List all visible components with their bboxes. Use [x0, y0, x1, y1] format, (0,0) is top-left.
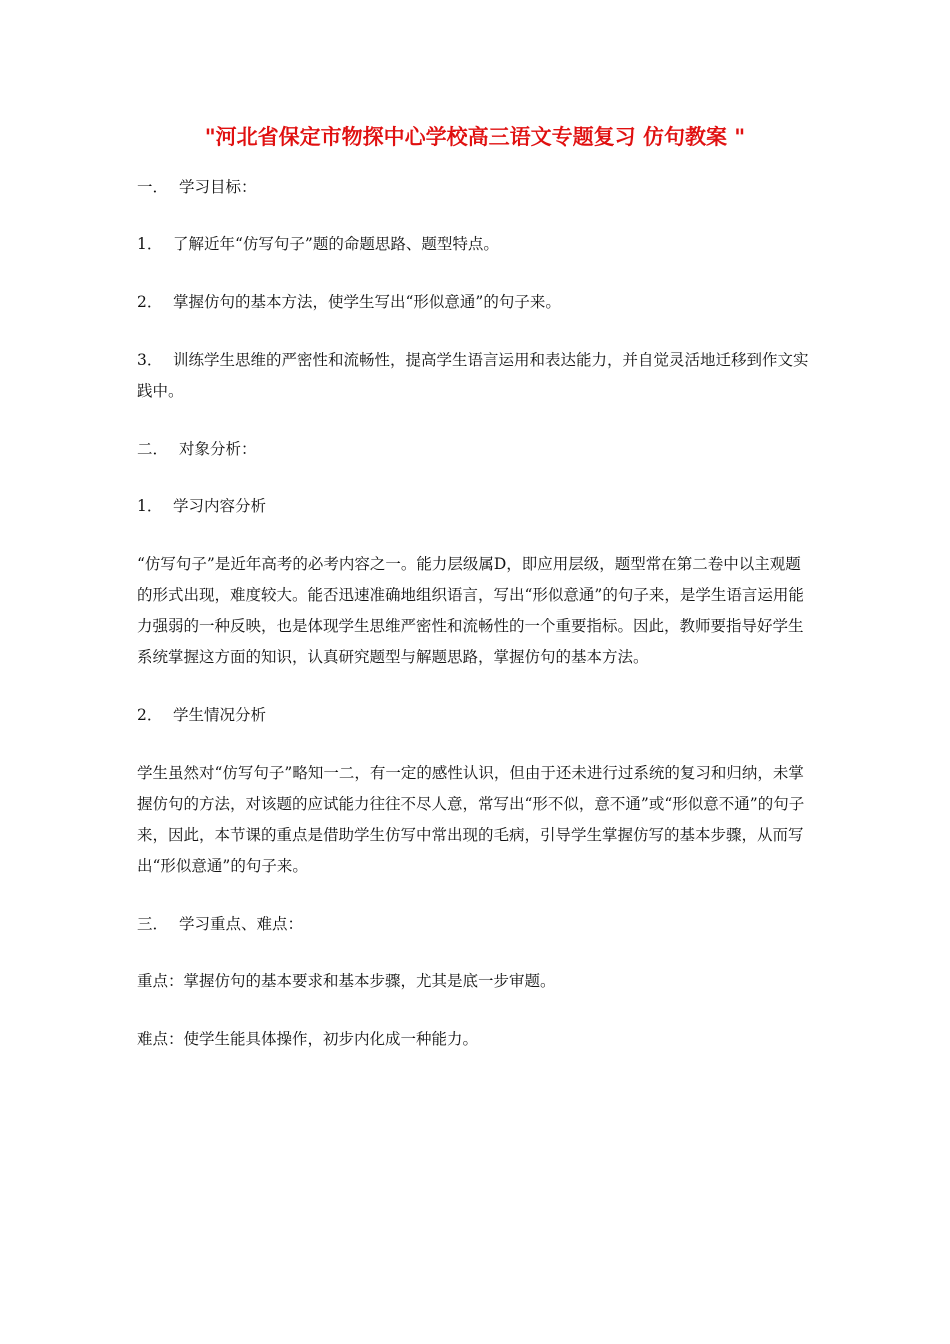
subsection-label: 学生情况分析 — [173, 706, 267, 724]
subsection-number: 1． — [137, 497, 163, 515]
section-heading-analysis — [137, 434, 809, 465]
document-title: "河北省保定市物探中心学校高三语文专题复习 仿句教案 " — [204, 125, 746, 149]
student-analysis-paragraph: 学生虽然对“仿写句子”略知一二，有一定的感性认识，但由于还未进行过系统的复习和归纳，未掌握仿句的方法，对该题的应试能力往往不尽人意，常写出“形不似，意不通”或“形似意不通”的句子来，因此，本节课的重点是借助学生仿写中常出现的毛病，引导学生掌握仿写的基本步骤，从而写出“形似意通”的句子来。 — [137, 764, 805, 875]
subsection-heading-students — [137, 700, 809, 731]
subsection-heading-content — [137, 491, 809, 522]
difficult-point-paragraph: 难点：使学生能具体操作，初步内化成一种能力。 — [137, 1030, 479, 1048]
subsection-number: 2． — [137, 706, 163, 724]
document-body — [137, 172, 809, 1082]
objective-item-2 — [137, 287, 809, 318]
section-label: 学习重点、难点： — [179, 915, 304, 933]
item-number: 1． — [137, 235, 163, 253]
item-text: 训练学生思维的严密性和流畅性，提高学生语言运用和表达能力，并自觉灵活地迁移到作文实践中。 — [137, 351, 809, 400]
objective-item-3 — [137, 345, 809, 407]
item-number: 2． — [137, 293, 163, 311]
item-text: 掌握仿句的基本方法，使学生写出“形似意通”的句子来。 — [173, 293, 561, 311]
section-heading-objectives — [137, 172, 809, 203]
section-number: 二． — [137, 440, 169, 458]
section-number: 三． — [137, 915, 169, 933]
section-label: 对象分析： — [179, 440, 257, 458]
subsection-label: 学习内容分析 — [173, 497, 267, 515]
content-analysis-paragraph: “仿写句子”是近年高考的必考内容之一。能力层级属D，即应用层级，题型常在第二卷中以主观题的形式出现，难度较大。能否迅速准确地组织语言，写出“形似意通”的句子来，是学生语言运用能力强弱的一种反映，也是体现学生思维严密性和流畅性的一个重要指标。因此，教师要指导好学生系统掌握这方面的知识，认真研究题型与解题思路，掌握仿句的基本方法。 — [137, 555, 804, 666]
section-number: 一． — [137, 178, 169, 196]
item-text: 了解近年“仿写句子”题的命题思路、题型特点。 — [173, 235, 499, 253]
section-heading-focus — [137, 909, 809, 940]
section-label: 学习目标： — [179, 178, 257, 196]
key-point-paragraph: 重点：掌握仿句的基本要求和基本步骤，尤其是底一步审题。 — [137, 972, 556, 990]
item-number: 3． — [137, 351, 163, 369]
objective-item-1 — [137, 229, 809, 260]
